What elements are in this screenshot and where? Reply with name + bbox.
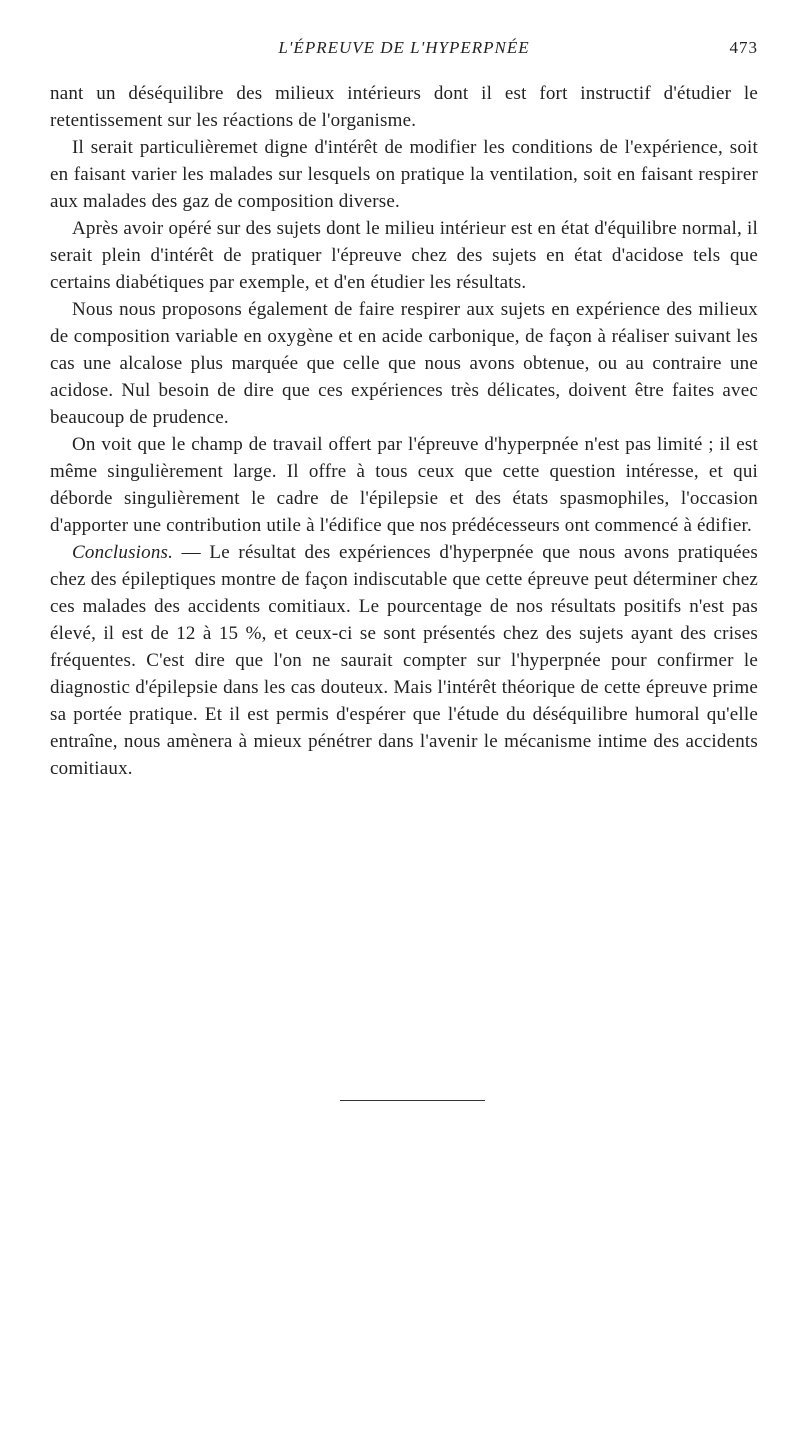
conclusions-text: — Le résultat des expériences d'hyperpnée que nous avons pratiquées chez des épileptiques montre de façon indiscutable que cette épreuve peut déterminer chez ces malades des accidents comitiaux. Le pourcentage de nos résultats positifs n'est pas élevé, il est de 12 à 15 %, et ceux-ci se sont présentés chez des sujets ayant des crises fréquentes. C'est dire que l'on ne saurait compter sur l'hyperpnée pour confirmer le diagnostic d'épilepsie dans les cas douteux. Mais l'intérêt théorique de cette épreuve prime sa portée pratique. Et il est permis d'espérer que l'étude du déséquilibre humoral qu'elle entraîne, nous amènera à mieux pénétrer dans l'avenir le mécanisme intime des accidents comitiaux. xyxy=(50,542,758,779)
running-title: L'ÉPREUVE DE L'HYPERPNÉE xyxy=(278,38,530,57)
paragraph-conditions: Il serait particulièremet digne d'intérêt de modifier les conditions de l'expérience, soit en faisant varier les malades sur lesquels on pratique la ventilation, soit en faisant respirer aux malades des gaz de composition diverse. xyxy=(50,137,758,212)
page-number: 473 xyxy=(729,38,758,57)
paragraph-acidose: Après avoir opéré sur des sujets dont le milieu intérieur est en état d'équilibre normal, il serait plein d'intérêt de pratiquer l'épreuve chez des sujets en état d'acidose tels que certains diabétiques par exemple, et d'en étudier les résultats. xyxy=(50,218,758,293)
paragraph-conclusions xyxy=(50,539,758,782)
paragraph-proposal: Nous nous proposons également de faire respirer aux sujets en expérience des milieux de composition variable en oxygène et en acide carbonique, de façon à réaliser suivant les cas une alcalose plus marquée que celle que nous avons obtenue, ou au contraire une acidose. Nul besoin de dire que ces expériences très délicates, doivent être faites avec beaucoup de prudence. xyxy=(50,299,758,428)
page xyxy=(50,38,758,782)
section-end-rule xyxy=(340,1100,485,1101)
conclusions-heading: Conclusions. xyxy=(72,542,174,563)
running-head xyxy=(50,38,758,66)
body-text xyxy=(50,80,758,782)
paragraph-continuation: nant un déséquilibre des milieux intérieurs dont il est fort instructif d'étudier le retentissement sur les réactions de l'organisme. xyxy=(50,83,758,131)
paragraph-field-of-work: On voit que le champ de travail offert par l'épreuve d'hyperpnée n'est pas limité ; il est même singulièrement large. Il offre à tous ceux que cette question intéresse, et qui déborde singulièrement le cadre de l'épilepsie et des états spasmophiles, l'occasion d'apporter une contribution utile à l'édifice que nos prédécesseurs ont commencé à édifier. xyxy=(50,434,758,536)
